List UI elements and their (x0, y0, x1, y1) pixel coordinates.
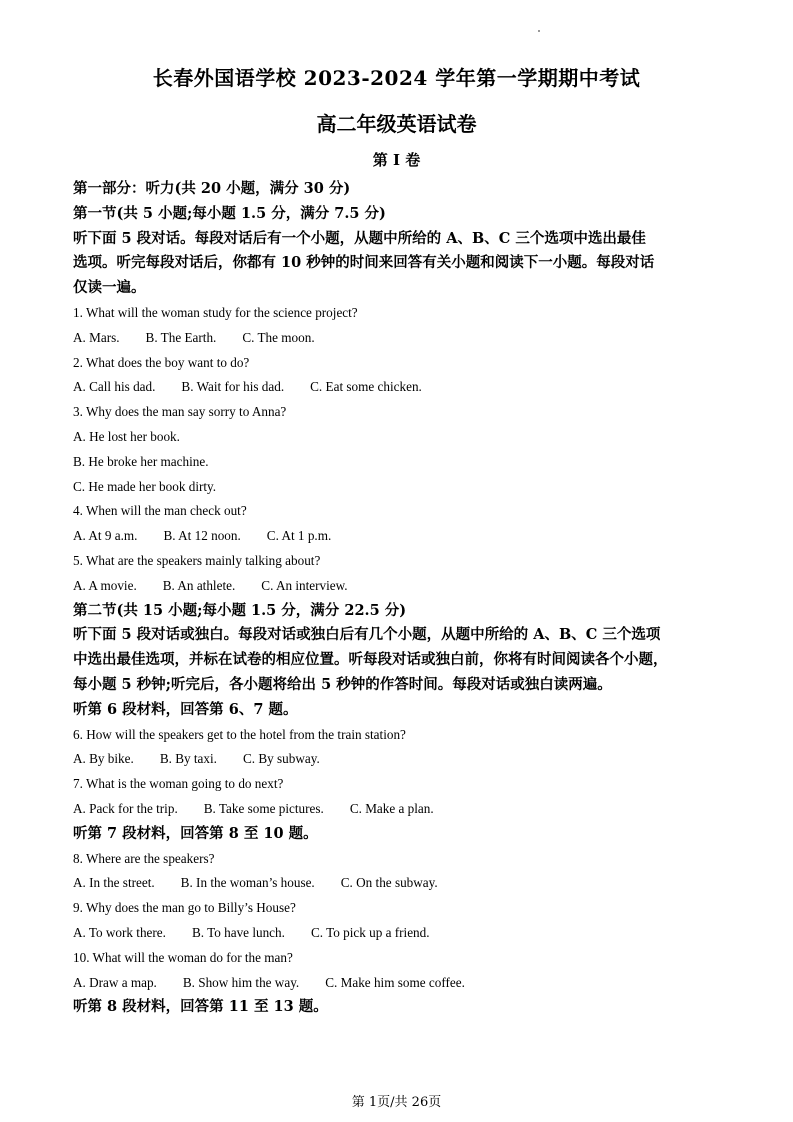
question-8: 8. Where are the speakers? (73, 850, 215, 866)
question-6-options (73, 747, 723, 772)
option-c: C. The moon. (242, 329, 315, 345)
question-4: 4. When will the man check out? (73, 503, 247, 519)
exam-content (73, 177, 723, 1020)
question-9: 9. Why does the man go to Billy’s House? (73, 900, 296, 916)
option-b: B. Take some pictures. (203, 800, 324, 816)
option-c: C. An interview. (261, 577, 348, 593)
option-a: A. At 9 a.m. (73, 528, 138, 544)
option-c: C. Eat some chicken. (310, 379, 422, 395)
question-6: 6. How will the speakers get to the hotel from the train station? (73, 726, 406, 742)
option-b: B. Show him the way. (182, 974, 300, 990)
question-1-options (73, 326, 723, 351)
question-9-options (73, 921, 723, 946)
option-a: A. In the street. (73, 875, 155, 891)
option-a: A. Call his dad. (73, 379, 156, 395)
section1-heading: 第一节(共 5 小题;每小题 1.5 分，满分 7.5 分) (73, 204, 386, 222)
option-b: B. Wait for his dad. (181, 379, 285, 395)
option-c: C. He made her book dirty. (73, 478, 217, 494)
option-a: A. Pack for the trip. (73, 800, 178, 816)
material-7-heading: 听第 7 段材料，回答第 8 至 10 题。 (73, 824, 318, 842)
option-c: C. On the subway. (340, 875, 438, 891)
option-a: A. He lost her book. (73, 428, 180, 444)
question-1: 1. What will the woman study for the science project? (73, 304, 358, 320)
question-10-options (73, 971, 723, 996)
question-10: 10. What will the woman do for the man? (73, 949, 293, 965)
option-c: C. Make him some coffee. (325, 974, 465, 990)
section2-instruction-line: 听下面 5 段对话或独白。每段对话或独白后有几个小题，从题中所给的 A、B、C 三个选项 (73, 626, 661, 644)
option-c: C. To pick up a friend. (310, 924, 430, 940)
question-4-options (73, 524, 723, 549)
question-2-options (73, 375, 723, 400)
question-7-options (73, 797, 723, 822)
option-b: B. By taxi. (159, 751, 217, 767)
part-heading: 第一部分：听力(共 20 小题，满分 30 分) (73, 180, 351, 197)
section1-instruction-line: 听下面 5 段对话。每段对话后有一个小题，从题中所给的 A、B、C 三个选项中选出最佳 (73, 229, 646, 247)
section1-instruction-line: 选项。听完每段对话后，你都有 10 秒钟的时间来回答有关小题和阅读下一小题。每段对话 (73, 254, 655, 272)
question-5: 5. What are the speakers mainly talking about? (73, 552, 321, 568)
option-b: B. He broke her machine. (73, 453, 209, 469)
section2-instruction-line: 中选出最佳选项，并标在试卷的相应位置。听每段对话或独白前，你将有时间阅读各个小题， (73, 651, 668, 669)
exam-title: 长春外国语学校 2023-2024 学年第一学期期中考试 (152, 66, 641, 90)
option-a: A. By bike. (73, 751, 134, 767)
question-5-options (73, 574, 723, 599)
section1-instruction-line: 仅读一遍。 (73, 279, 146, 297)
option-c: C. At 1 p.m. (266, 528, 332, 544)
question-7: 7. What is the woman going to do next? (73, 776, 284, 792)
option-b: B. At 12 noon. (163, 528, 241, 544)
option-c: C. By subway. (242, 751, 320, 767)
material-6-heading: 听第 6 段材料，回答第 6、7 题。 (73, 700, 298, 718)
scan-dot (538, 30, 540, 32)
option-a: A. Draw a map. (73, 974, 157, 990)
page-number: 第 1页/共 26页 (351, 1095, 442, 1110)
option-a: A. To work there. (73, 924, 166, 940)
question-3: 3. Why does the man say sorry to Anna? (73, 404, 287, 420)
section2-heading: 第二节(共 15 小题;每小题 1.5 分，满分 22.5 分) (73, 601, 407, 619)
option-a: A. Mars. (73, 329, 120, 345)
option-c: C. Make a plan. (349, 800, 434, 816)
section2-instruction-line: 每小题 5 秒钟;听完后，各小题将给出 5 秒钟的作答时间。每段对话或独白读两遍。 (73, 675, 612, 693)
exam-subtitle: 高二年级英语试卷 (316, 112, 477, 136)
question-8-options (73, 871, 723, 896)
option-b: B. An athlete. (162, 577, 236, 593)
option-b: B. To have lunch. (191, 924, 285, 940)
option-b: B. The Earth. (145, 329, 217, 345)
option-a: A. A movie. (73, 577, 137, 593)
question-2: 2. What does the boy want to do? (73, 354, 250, 370)
volume-label: 第 I 卷 (372, 151, 421, 169)
option-b: B. In the woman’s house. (180, 875, 315, 891)
material-8-heading: 听第 8 段材料，回答第 11 至 13 题。 (73, 998, 328, 1016)
